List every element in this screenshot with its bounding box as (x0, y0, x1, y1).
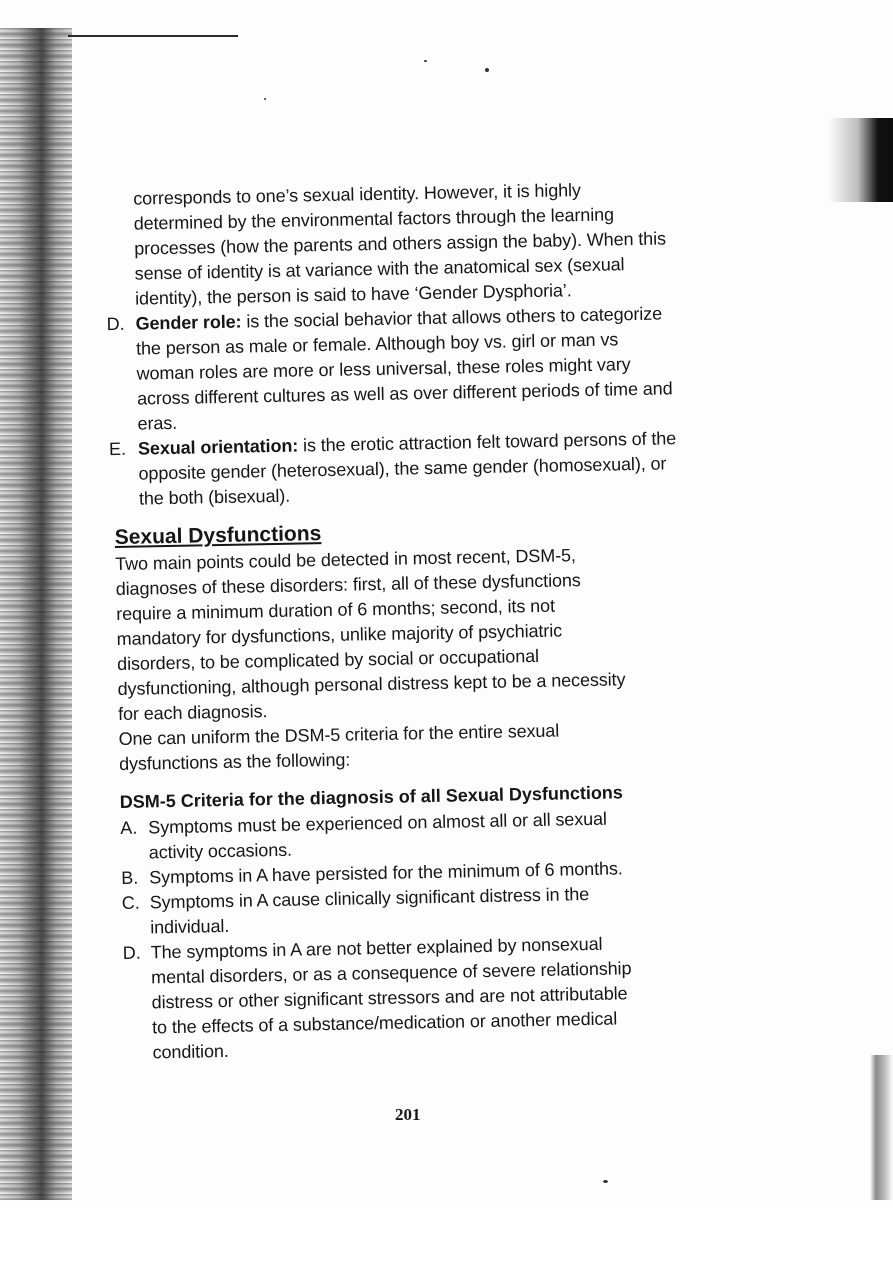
item-e-line: opposite gender (heterosexual), the same gender (homosexual), or (138, 453, 667, 484)
section-heading: Sexual Dysfunctions (114, 522, 322, 550)
criterion-line: The symptoms in A are not better explained by nonsexual (150, 933, 603, 963)
criterion-line: distress or other significant stressors and are not attributable (151, 983, 628, 1013)
continuation-line: sense of identity is at variance with the anatomical sex (sexual (134, 254, 625, 284)
item-e-term: Sexual orientation: (137, 435, 299, 459)
item-e-first-line-text: is the erotic attraction felt toward persons of the (297, 428, 677, 456)
continuation-line: corresponds to one’s sexual identity. However, it is highly (133, 180, 582, 209)
criterion-line: Symptoms must be experienced on almost all or all sexual (148, 808, 608, 838)
bottom-margin (0, 1205, 893, 1263)
criterion-line: Symptoms in A have persisted for the minimum of 6 months. (149, 858, 623, 888)
continuation-line: processes (how the parents and others assign the baby). When this (134, 228, 667, 259)
item-e-label: E. (108, 438, 127, 460)
item-e-line: the both (bisexual). (138, 485, 291, 509)
section-paragraph-line: mandatory for dysfunctions, unlike majority of psychiatric (116, 620, 563, 650)
criterion-label: A. (120, 817, 138, 838)
criterion-line: individual. (150, 915, 230, 938)
criterion-label: B. (121, 867, 139, 888)
section-paragraph-line: require a minimum duration of 6 months; second, its not (116, 595, 556, 625)
section-paragraph-line: Two main points could be detected in most recent, DSM-5, (115, 545, 576, 575)
item-d-line: the person as male or female. Although boy vs. girl or man vs (135, 329, 619, 359)
item-d-label: D. (106, 313, 125, 335)
item-d-line: eras. (137, 412, 178, 434)
criterion-line: condition. (152, 1040, 229, 1063)
criterion-line: to the effects of a substance/medication or another medical (151, 1008, 618, 1038)
item-d-term: Gender role: (135, 311, 242, 334)
criterion-label: C. (121, 892, 140, 913)
item-d-first-line-text: is the social behavior that allows others to categorize (241, 303, 663, 332)
continuation-line: determined by the environmental factors through the learning (133, 204, 615, 234)
criterion-line: activity occasions. (148, 839, 293, 863)
section-paragraph-line: One can uniform the DSM-5 criteria for the entire sexual (118, 720, 560, 750)
criterion-label: D. (122, 942, 141, 963)
criteria-heading: DSM-5 Criteria for the diagnosis of all Sexual Dysfunctions (119, 782, 624, 812)
page-number: 201 (395, 1105, 421, 1124)
continuation-line: identity), the person is said to have ‘Gender Dysphoria’. (134, 280, 572, 309)
section-paragraph-line: disorders, to be complicated by social or occupational (116, 645, 540, 675)
section-paragraph-line: dysfunctioning, although personal distress kept to be a necessity (117, 669, 626, 700)
section-paragraph-line: dysfunctions as the following: (118, 749, 351, 774)
criterion-line: mental disorders, or as a consequence of severe relationship (151, 958, 632, 988)
criterion-line: Symptoms in A cause clinically significant distress in the (149, 884, 590, 913)
item-d-line: across different cultures as well as over different periods of time and (136, 378, 673, 409)
item-d-line: woman roles are more or less universal, these roles might vary (136, 354, 631, 384)
section-paragraph-line: for each diagnosis. (117, 701, 268, 725)
section-paragraph-line: diagnoses of these disorders: first, all of these dysfunctions (115, 570, 581, 600)
